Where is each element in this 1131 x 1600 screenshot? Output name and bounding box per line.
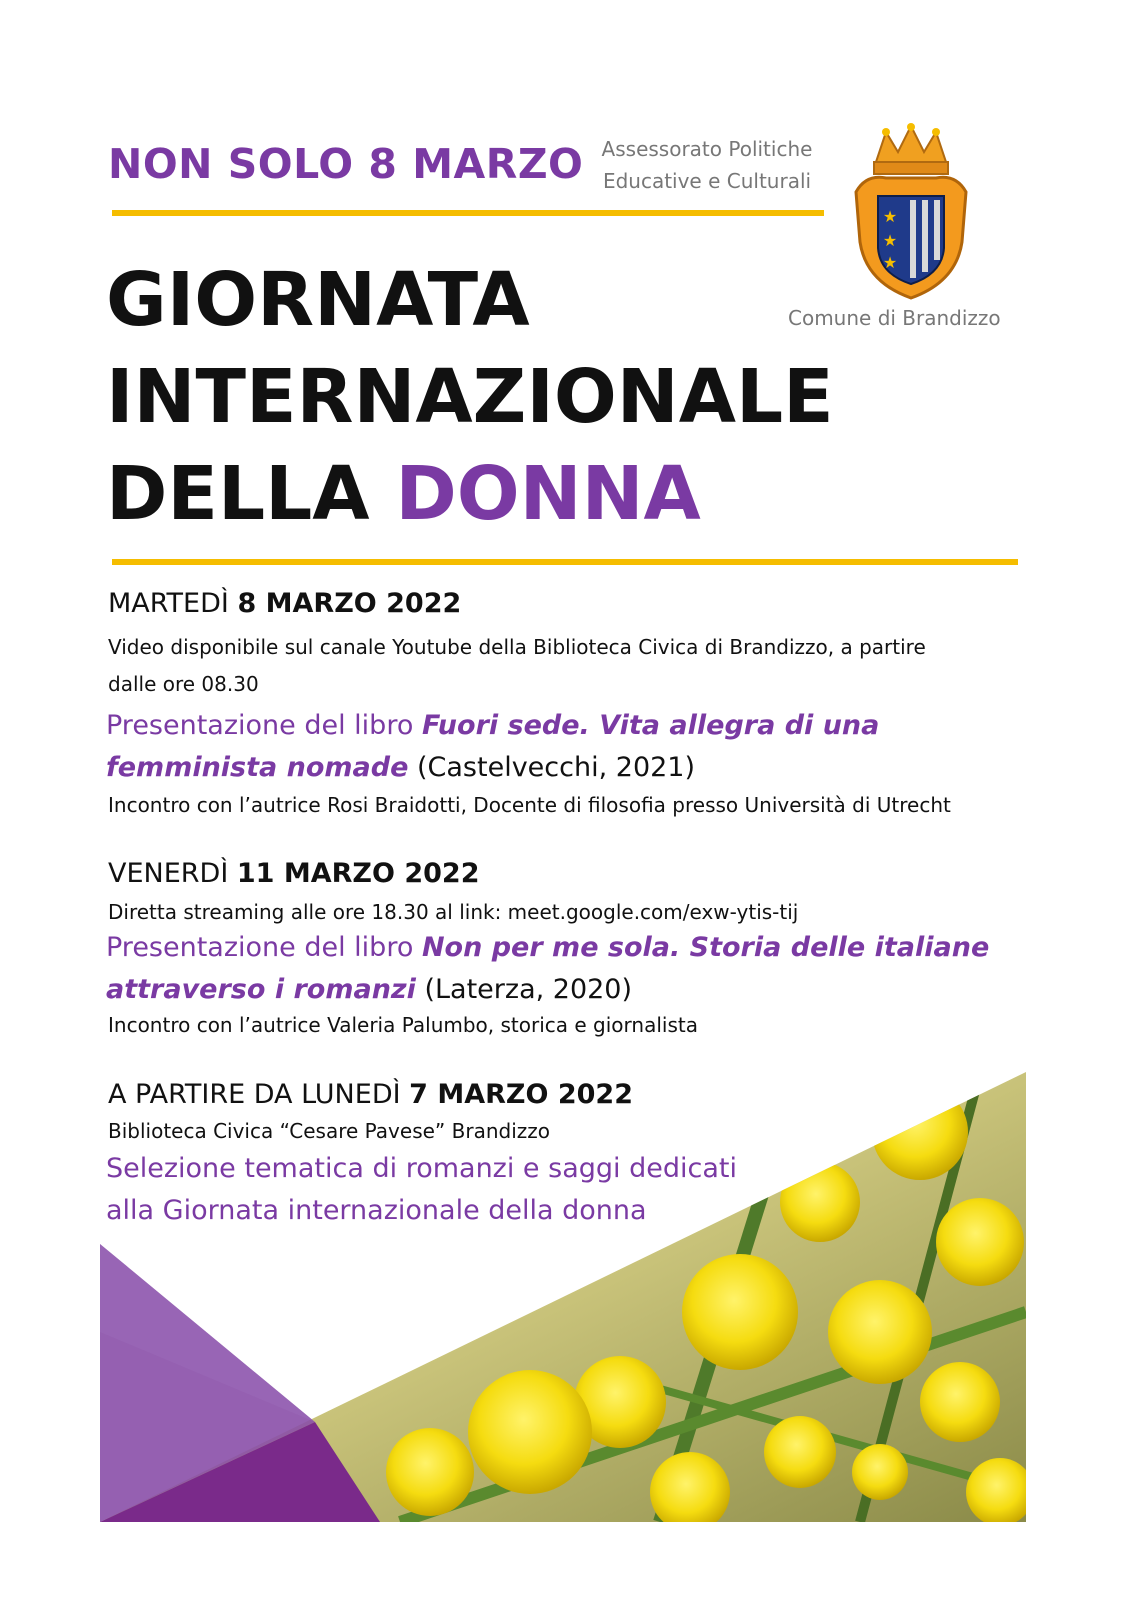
event-3-description (106, 1148, 737, 1232)
event-1-book-title-1: Fuori sede. Vita allegra di una (421, 710, 880, 741)
event-2-day: VENERDÌ (108, 858, 237, 889)
event-2-info: Diretta streaming alle ore 18.30 al link: meet.google.com/exw-ytis-tij (108, 900, 799, 924)
title-line-3-prefix: DELLA (106, 451, 396, 537)
svg-text:★: ★ (882, 231, 898, 250)
divider-top (112, 210, 824, 216)
municipal-coat-of-arms-icon (846, 122, 976, 302)
event-2-book-title-1: Non per me sola. Storia delle italiane (421, 932, 990, 963)
event-1-info (108, 629, 926, 703)
svg-text:★: ★ (882, 253, 898, 272)
kicker-title: NON SOLO 8 MARZO (108, 140, 584, 188)
event-1-info-line-2: dalle ore 08.30 (108, 672, 259, 696)
event-2-book-title-2: attraverso i romanzi (106, 974, 416, 1005)
event-1-presentation-line-1 (106, 705, 879, 747)
office-name (588, 133, 826, 197)
event-2-date-value: 11 MARZO 2022 (236, 858, 480, 889)
event-1-presentation (106, 705, 879, 789)
svg-text:★: ★ (882, 207, 898, 226)
event-1-publisher: (Castelvecchi, 2021) (408, 752, 696, 783)
title-line-1: GIORNATA (106, 257, 530, 343)
title-line-3 (106, 446, 834, 543)
event-2-guest: Incontro con l’autrice Valeria Palumbo, storica e giornalista (108, 1013, 698, 1037)
event-2-pres-prefix: Presentazione del libro (106, 932, 422, 963)
event-3-description-line-1: Selezione tematica di romanzi e saggi dedicati (106, 1153, 737, 1184)
main-title (106, 252, 834, 543)
event-1-date (108, 588, 461, 619)
event-3-date (108, 1079, 633, 1110)
event-1-presentation-line-2 (106, 747, 879, 789)
event-1-guest: Incontro con l’autrice Rosi Braidotti, Docente di filosofia presso Università di Utrecht (108, 793, 951, 817)
event-2-date (108, 858, 480, 889)
event-3-date-value: 7 MARZO 2022 (409, 1079, 633, 1110)
event-2-presentation-line-1 (106, 927, 989, 969)
title-line-2: INTERNAZIONALE (106, 354, 834, 440)
divider-bottom (112, 559, 1018, 565)
municipality-name: Comune di Brandizzo (788, 306, 1001, 330)
event-3-day: A PARTIRE DA LUNEDÌ (108, 1079, 410, 1110)
event-1-day: MARTEDÌ (108, 588, 238, 619)
event-2-publisher: (Laterza, 2020) (415, 974, 633, 1005)
title-accent: DONNA (395, 451, 701, 537)
event-3-info: Biblioteca Civica “Cesare Pavese” Brandizzo (108, 1119, 551, 1143)
event-2-presentation-line-2 (106, 969, 989, 1011)
event-1-date-value: 8 MARZO 2022 (237, 588, 462, 619)
event-2-presentation (106, 927, 989, 1011)
office-line-1: Assessorato Politiche (601, 137, 813, 161)
event-1-pres-prefix: Presentazione del libro (106, 710, 422, 741)
event-3-description-line-2: alla Giornata internazionale della donna (106, 1195, 647, 1226)
event-1-info-line-1: Video disponibile sul canale Youtube della Biblioteca Civica di Brandizzo, a partire (108, 635, 926, 659)
office-line-2: Educative e Culturali (602, 169, 812, 193)
event-1-book-title-2: femminista nomade (106, 752, 409, 783)
